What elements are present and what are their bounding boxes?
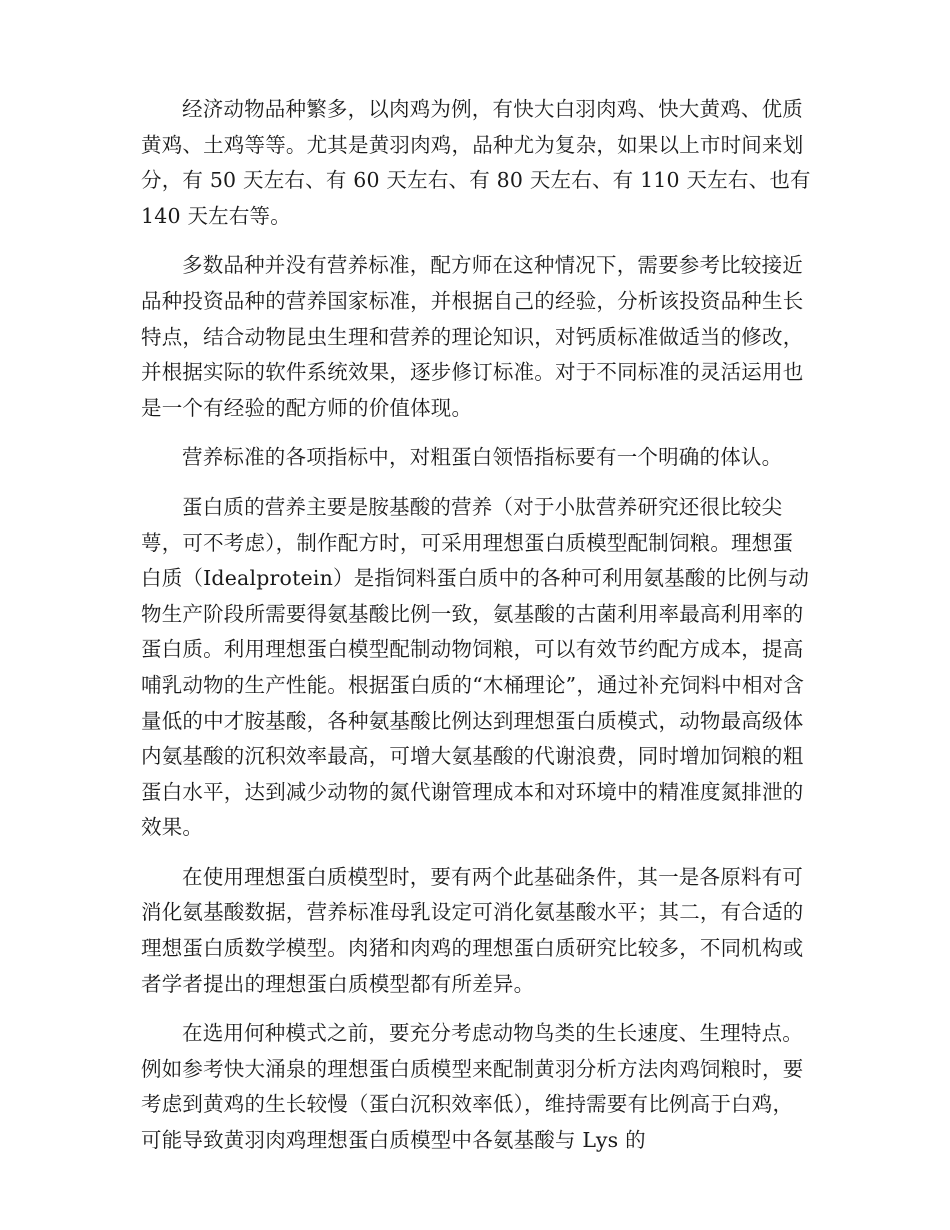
paragraph-nutrition-standards: 多数品种并没有营养标准，配方师在这种情况下，需要参考比较接近品种投资品种的营养国家标准，并根据自己的经验，分析该投资品种生长特点，结合动物昆虫生理和营养的理论知识，对钙质标准做适当的修改，并根据实际的软件系统效果，逐步修订标准。对于不同标准的灵活运用也是一个有经验的配方师的价值体现。 — [141, 253, 804, 420]
paragraph-model-selection: 在选用何种模式之前，要充分考虑动物鸟类的生长速度、生理特点。例如参考快大涌泉的理想蛋白质模型来配制黄羽分析方法肉鸡饲粮时，要考虑到黄鸡的生长较慢（蛋白沉积效率低），维持需要有比例高于白鸡，可能导致黄羽肉鸡理想蛋白质模型中各氨基酸与 Lys 的 — [141, 1021, 804, 1153]
paragraph-ideal-protein: 蛋白质的营养主要是胺基酸的营养（对于小肽营养研究还很比较尖萼，可不考虑），制作配方时，可采用理想蛋白质模型配制饲粮。理想蛋白质（Idealprotein）是指饲料蛋白质中的各种可利用氨基酸的比例与动物生产阶段所需要得氨基酸比例一致，氨基酸的古菌利用率最高利用率的蛋白质。利用理想蛋白模型配制动物饲粮，可以有效节约配方成本，提高哺乳动物的生产性能。根据蛋白质的“木桶理论”，通过补充饲料中相对含量低的中才胺基酸，各种氨基酸比例达到理想蛋白质模式，动物最高级体内氨基酸的沉积效率最高，可增大氨基酸的代谢浪费，同时增加饲粮的粗蛋白水平，达到减少动物的氮代谢管理成本和对环境中的精准度氮排泄的效果。 — [141, 494, 810, 840]
paragraph-broiler-varieties: 经济动物品种繁多，以肉鸡为例，有快大白羽肉鸡、快大黄鸡、优质黄鸡、土鸡等等。尤其是黄羽肉鸡，品种尤为复杂，如果以上市时间来划分，有 50 天左右、有 60 天左右、有 80 天左右、有 110 天左右、也有 140 天左右等。 — [141, 97, 811, 228]
paragraph-crude-protein: 营养标准的各项指标中，对粗蛋白领悟指标要有一个明确的体认。 — [182, 445, 783, 470]
document-body — [141, 92, 811, 1173]
paragraph-model-conditions: 在使用理想蛋白质模型时，要有两个此基础条件，其一是各原料有可消化氨基酸数据，营养标准母乳设定可消化氨基酸水平；其二，有合适的理想蛋白质数学模型。肉猪和肉鸡的理想蛋白质研究比较多，不同机构或者学者提出的理想蛋白质模型都有所差异。 — [141, 864, 804, 996]
